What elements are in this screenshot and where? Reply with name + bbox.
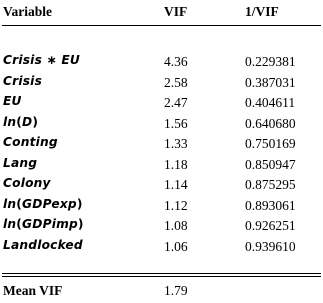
table-row-vif: 1.33 (164, 136, 188, 151)
table-row-variable (3, 198, 83, 210)
variable-operator: ) (77, 217, 84, 231)
variable-name-part: EU (3, 94, 22, 108)
column-header-variable: Variable (3, 4, 53, 19)
table-row-inv-vif: 0.939610 (245, 238, 296, 254)
table-row-variable (3, 218, 84, 230)
table-row-inv-vif: 0.229381 (245, 54, 296, 69)
table-row-variable (3, 239, 83, 251)
variable-name-part: Crisis (3, 53, 43, 67)
table-row-vif: 1.08 (164, 218, 188, 233)
column-header-vif: VIF (164, 4, 188, 19)
variable-name-part: ln (3, 196, 17, 211)
table-row-inv-vif: 0.404611 (245, 95, 296, 110)
table-row-vif: 1.12 (164, 197, 188, 213)
variable-name-part: Conting (3, 135, 58, 149)
table-row-vif: 1.18 (164, 156, 188, 172)
table-row-variable (3, 75, 42, 87)
variable-operator: ) (76, 196, 83, 211)
variable-operator: ( (16, 196, 23, 211)
table-row-vif: 1.06 (164, 238, 188, 254)
column-header-inv-vif: 1/VIF (245, 4, 279, 19)
variable-name-part: ln (3, 114, 17, 129)
table-row-vif: 2.58 (164, 74, 188, 90)
body-bottom-rule (2, 273, 321, 274)
table-row-inv-vif: 0.640680 (245, 115, 296, 131)
body-bottom-rule-double (2, 276, 321, 277)
table-row-vif: 1.14 (164, 177, 188, 192)
variable-name-part: D (22, 114, 33, 129)
variable-name-part: Colony (3, 176, 51, 190)
mean-vif-label: Mean VIF (3, 283, 63, 298)
variable-operator: ) (32, 114, 39, 129)
variable-name-part: GDPimp (22, 217, 78, 231)
mean-vif-value: 1.79 (164, 283, 188, 298)
table-row-variable (3, 95, 22, 107)
variable-name-part: EU (61, 53, 80, 67)
table-row-inv-vif: 0.926251 (245, 218, 296, 233)
variable-operator: ∗ (42, 53, 62, 67)
variable-name-part: Crisis (3, 73, 43, 88)
variable-name-part: GDPexp (22, 196, 77, 211)
table-row-variable (3, 116, 38, 128)
table-row-inv-vif: 0.750169 (245, 136, 296, 151)
table-row-inv-vif: 0.387031 (245, 74, 296, 90)
table-row-inv-vif: 0.850947 (245, 156, 296, 172)
variable-operator: ( (16, 114, 23, 129)
table-row-vif: 2.47 (164, 95, 188, 110)
variable-operator: ( (16, 217, 23, 231)
variable-name-part: Landlocked (3, 237, 83, 252)
table-row-vif: 1.56 (164, 115, 188, 131)
table-row-vif: 4.36 (164, 54, 188, 69)
table-row-variable (3, 177, 51, 189)
table-row-variable (3, 136, 58, 148)
table-row-variable (3, 54, 80, 66)
table-row-variable (3, 157, 37, 169)
table-row-inv-vif: 0.875295 (245, 177, 296, 192)
header-rule (2, 25, 321, 26)
table-row-inv-vif: 0.893061 (245, 197, 296, 213)
variable-name-part: Lang (3, 155, 38, 170)
variable-name-part: ln (3, 217, 17, 231)
